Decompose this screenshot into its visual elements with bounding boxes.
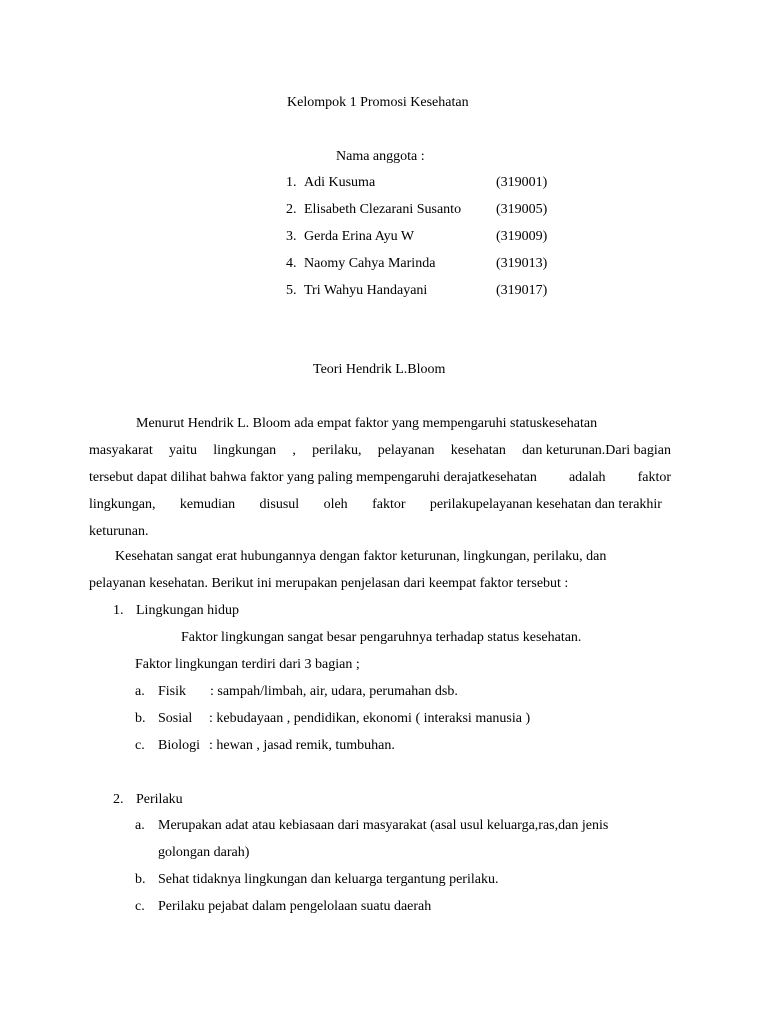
member-name: Naomy Cahya Marinda bbox=[304, 256, 436, 271]
word: faktor bbox=[637, 470, 671, 485]
member-id: (319017) bbox=[496, 283, 548, 298]
word: kesehatan bbox=[450, 443, 506, 458]
list-number: 1. bbox=[113, 603, 124, 618]
paragraph-1-line-3 bbox=[89, 469, 671, 487]
member-name: Adi Kusuma bbox=[304, 175, 376, 190]
word: disusul bbox=[259, 497, 300, 512]
item-1-description: Faktor lingkungan sangat besar pengaruhnya terhadap status kesehatan. bbox=[181, 630, 582, 645]
sub-letter: c. bbox=[135, 738, 145, 753]
member-name: Elisabeth Clezarani Susanto bbox=[304, 202, 462, 217]
word: faktor bbox=[372, 497, 406, 512]
paragraph-1-line-4 bbox=[89, 496, 662, 514]
sub-letter: c. bbox=[135, 899, 145, 914]
sub-text: : kebudayaan , pendidikan, ekonomi ( interaksi manusia ) bbox=[209, 711, 531, 726]
word: oleh bbox=[323, 497, 348, 512]
member-number: 3. bbox=[286, 229, 297, 244]
member-id: (319001) bbox=[496, 175, 548, 190]
word: perilakupelayanan kesehatan dan terakhir bbox=[429, 497, 662, 512]
word: lingkungan bbox=[213, 443, 277, 458]
item-1-sub-intro: Faktor lingkungan terdiri dari 3 bagian ; bbox=[135, 657, 360, 672]
member-name: Gerda Erina Ayu W bbox=[304, 229, 415, 244]
sub-text: Sehat tidaknya lingkungan dan keluarga tergantung perilaku. bbox=[158, 872, 499, 887]
paragraph-1-line-5: keturunan. bbox=[89, 524, 149, 539]
members-heading: Nama anggota : bbox=[336, 149, 425, 164]
sub-label: Sosial bbox=[158, 711, 193, 726]
word: perilaku, bbox=[312, 443, 362, 458]
word: kemudian bbox=[179, 497, 236, 512]
word: dan keturunan.Dari bagian bbox=[522, 443, 671, 458]
sub-label: Biologi bbox=[158, 738, 201, 753]
section-title: Teori Hendrik L.Bloom bbox=[313, 362, 446, 377]
word: tersebut dapat dilihat bahwa faktor yang paling mempengaruhi derajatkesehatan bbox=[89, 470, 537, 485]
list-heading: Lingkungan hidup bbox=[136, 603, 240, 618]
word: adalah bbox=[568, 470, 606, 485]
member-id: (319005) bbox=[496, 202, 548, 217]
sub-text: Merupakan adat atau kebiasaan dari masyarakat (asal usul keluarga,ras,dan jenis bbox=[158, 818, 609, 833]
member-number: 4. bbox=[286, 256, 297, 271]
word: lingkungan, bbox=[89, 497, 156, 512]
word: masyakarat bbox=[89, 443, 153, 458]
sub-letter: b. bbox=[135, 872, 146, 887]
sub-letter: a. bbox=[135, 684, 145, 699]
paragraph-2-line-1: Kesehatan sangat erat hubungannya dengan faktor keturunan, lingkungan, perilaku, dan bbox=[115, 549, 607, 564]
word: , bbox=[292, 443, 296, 458]
sub-item-continuation: golongan darah) bbox=[158, 845, 250, 860]
sub-text: Perilaku pejabat dalam pengelolaan suatu daerah bbox=[158, 899, 432, 914]
member-number: 2. bbox=[286, 202, 297, 217]
sub-label: Fisik bbox=[158, 684, 187, 699]
member-number: 5. bbox=[286, 283, 297, 298]
list-heading: Perilaku bbox=[136, 792, 183, 807]
list-number: 2. bbox=[113, 792, 124, 807]
sub-letter: a. bbox=[135, 818, 145, 833]
sub-letter: b. bbox=[135, 711, 146, 726]
member-id: (319013) bbox=[496, 256, 548, 271]
word: pelayanan bbox=[377, 443, 435, 458]
sub-text: : hewan , jasad remik, tumbuhan. bbox=[209, 738, 395, 753]
word: yaitu bbox=[168, 443, 197, 458]
member-id: (319009) bbox=[496, 229, 548, 244]
member-number: 1. bbox=[286, 175, 297, 190]
sub-text: : sampah/limbah, air, udara, perumahan dsb. bbox=[210, 684, 458, 699]
document-title: Kelompok 1 Promosi Kesehatan bbox=[287, 95, 469, 110]
paragraph-1-line-2 bbox=[89, 442, 671, 460]
member-name: Tri Wahyu Handayani bbox=[304, 283, 428, 298]
paragraph-1-line-1: Menurut Hendrik L. Bloom ada empat faktor yang mempengaruhi statuskesehatan bbox=[136, 416, 598, 431]
paragraph-2-line-2: pelayanan kesehatan. Berikut ini merupakan penjelasan dari keempat faktor tersebut : bbox=[89, 576, 569, 591]
